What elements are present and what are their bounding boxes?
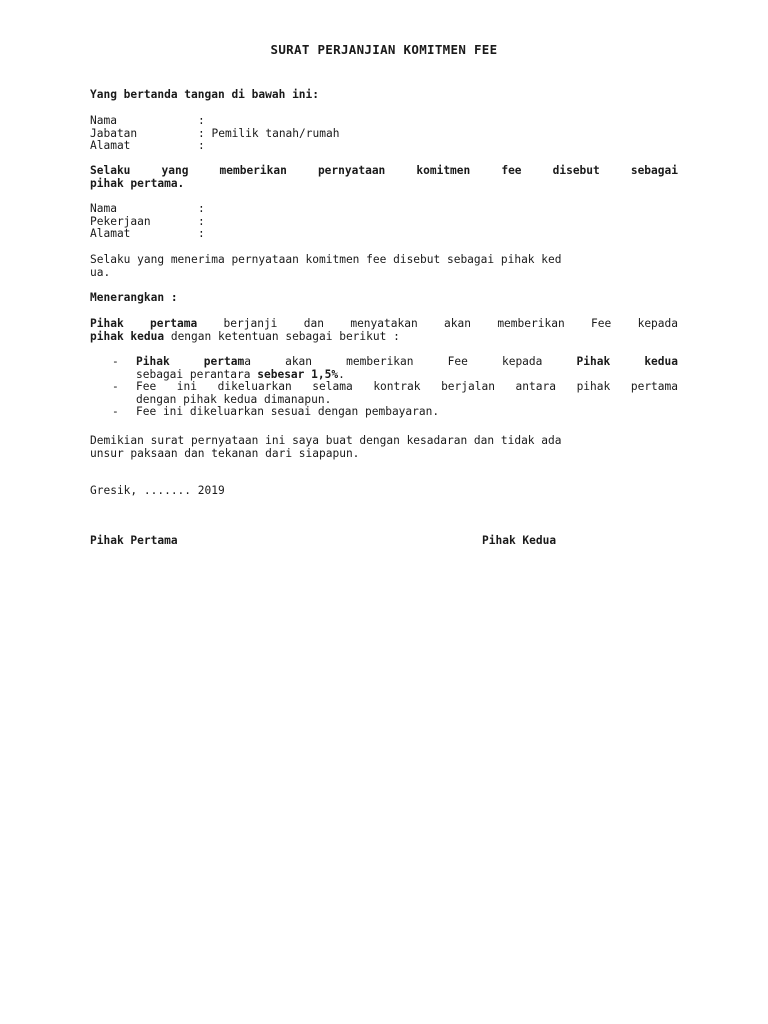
plain-text: sebagai perantara <box>136 367 258 381</box>
agreement-text: dengan ketentuan sebagai berikut : <box>164 329 400 343</box>
terms-list <box>112 356 678 419</box>
list-item <box>112 406 678 419</box>
menerangkan-heading: Menerangkan : <box>90 291 178 304</box>
party2-field-nama <box>90 203 678 216</box>
document-title: SURAT PERJANJIAN KOMITMEN FEE <box>270 42 498 57</box>
statement-line: Selaku yang menerima pernyataan komitmen fee disebut sebagai pihak ked <box>90 253 562 266</box>
list-item-line: dengan pihak kedua dimanapun. <box>136 392 332 406</box>
plain-text: . <box>338 367 345 381</box>
statement-line: pihak pertama. <box>90 176 185 190</box>
field-value: : <box>198 139 205 153</box>
field-label: Alamat <box>90 139 131 153</box>
party1-statement <box>90 165 678 190</box>
bold-text: sebesar 1,5% <box>257 367 339 381</box>
party1-field-alamat <box>90 140 678 153</box>
list-item-text <box>136 356 678 381</box>
bullet-dash: - <box>112 355 119 368</box>
party2-field-alamat <box>90 228 678 241</box>
field-label: Pekerjaan <box>90 214 151 228</box>
field-value: : <box>198 214 205 228</box>
signature-party2: Pihak Kedua <box>482 534 557 547</box>
list-item-text <box>136 381 678 406</box>
party1-field-jabatan <box>90 128 678 141</box>
field-value: : <box>198 227 205 241</box>
closing-paragraph <box>90 435 678 460</box>
party2-fields <box>90 203 678 241</box>
signature-party1: Pihak Pertama <box>90 534 178 547</box>
field-value: : <box>198 114 205 127</box>
field-label: Nama <box>90 114 117 127</box>
field-label: Alamat <box>90 227 131 241</box>
bold-text: Pihak kedua <box>576 355 678 368</box>
field-label: Jabatan <box>90 126 138 140</box>
list-item-text: Fee ini dikeluarkan sesuai dengan pembayaran. <box>136 405 440 419</box>
agreement-text: berjanji dan menyatakan akan memberikan Fee kepada <box>197 317 679 330</box>
bullet-dash: - <box>112 380 119 394</box>
intro-text: Yang bertanda tangan di bawah ini: <box>90 88 320 101</box>
field-label: Nama <box>90 202 117 215</box>
party2-statement <box>90 254 678 279</box>
party2-field-pekerjaan <box>90 216 678 229</box>
list-item-line: Fee ini dikeluarkan selama kontrak berjalan antara pihak pertama <box>136 380 678 394</box>
statement-line: ua. <box>90 265 111 279</box>
party1-fields <box>90 115 678 153</box>
closing-line: Demikian surat pernyataan ini saya buat dengan kesadaran dan tidak ada <box>90 434 562 447</box>
bullet-dash: - <box>112 405 119 419</box>
place-date: Gresik, ....... 2019 <box>90 484 225 497</box>
statement-line: Selaku yang memberikan pernyataan komitmen fee disebut sebagai <box>90 164 678 177</box>
field-value: : <box>198 202 205 215</box>
field-value: : Pemilik tanah/rumah <box>198 126 340 140</box>
plain-text: a akan memberikan Fee kepada <box>244 355 577 368</box>
agreement-party2: pihak kedua <box>90 329 165 343</box>
closing-line: unsur paksaan dan tekanan dari siapapun. <box>90 446 360 460</box>
agreement-paragraph <box>90 318 678 343</box>
list-item <box>112 356 678 381</box>
agreement-party1: Pihak pertama <box>90 317 198 330</box>
list-item <box>112 381 678 406</box>
bold-text: Pihak pertam <box>136 355 245 368</box>
agreement-line <box>90 331 678 344</box>
party1-field-nama <box>90 115 678 128</box>
